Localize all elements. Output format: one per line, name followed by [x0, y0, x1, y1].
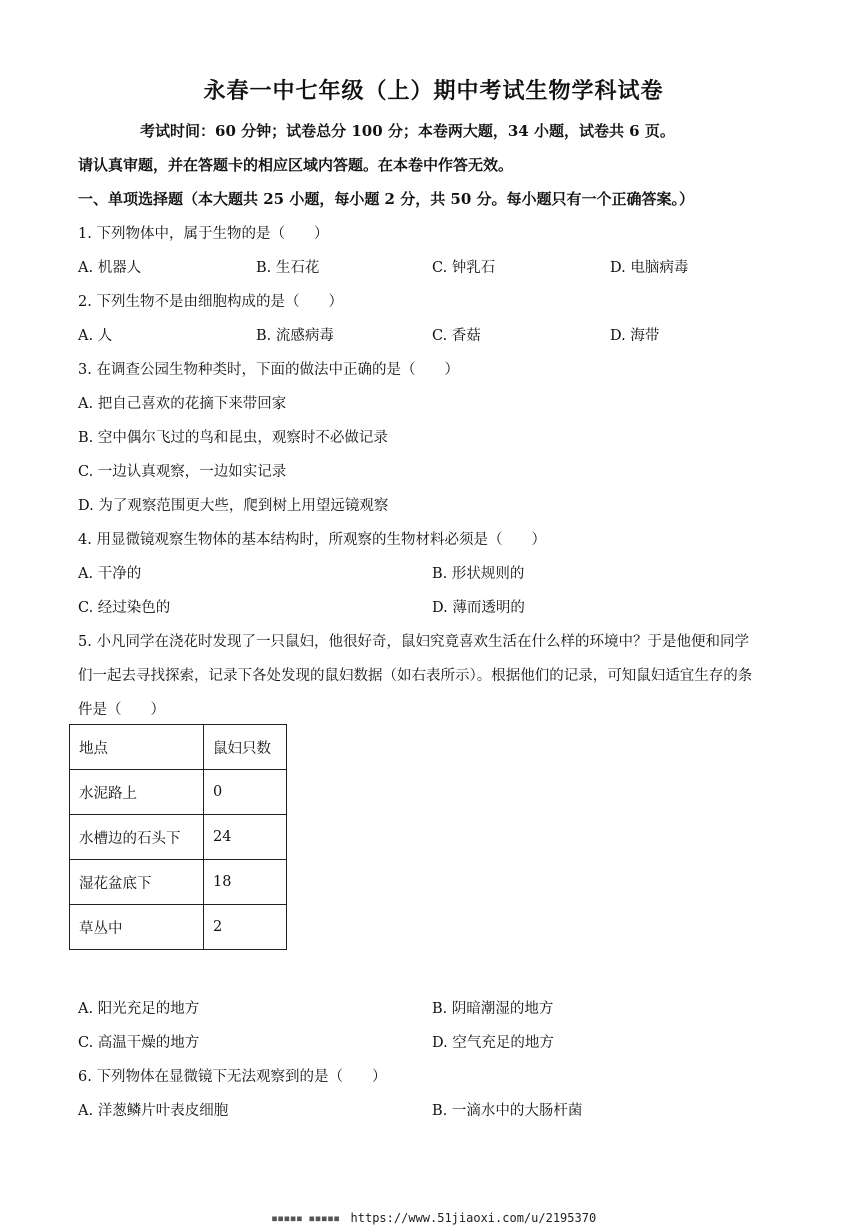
question-stem: 1. 下列物体中，属于生物的是（ ） [78, 226, 329, 242]
page-title: 永春一中七年级（上）期中考试生物学科试卷 [203, 78, 664, 104]
table-header-cell: 鼠妇只数 [204, 725, 287, 770]
footer-url[interactable]: https://www.51jiaoxi.com/u/2195370 [350, 1211, 597, 1225]
question-stem-line: 们一起去寻找探索，记录下各处发现的鼠妇数据（如右表所示）。根据他们的记录，可知鼠妇适宜生存的条 [78, 668, 753, 684]
table-row [70, 905, 287, 950]
table-cell: 24 [204, 815, 287, 860]
option-d: D. 海带 [610, 328, 660, 344]
question-stem: 6. 下列物体在显微镜下无法观察到的是（ ） [78, 1069, 387, 1085]
option-c: C. 香菇 [432, 328, 481, 344]
exam-info: 考试时间：60 分钟；试卷总分 100 分；本卷两大题，34 小题，试卷共 6 页。 [140, 122, 675, 140]
section-heading: 一、单项选择题（本大题共 25 小题，每小题 2 分，共 50 分。每小题只有一个正确答案。） [78, 190, 695, 208]
table-cell: 草丛中 [70, 905, 204, 950]
table-row [70, 770, 287, 815]
option-c: C. 高温干燥的地方 [78, 1035, 200, 1051]
option-d: D. 空气充足的地方 [432, 1035, 554, 1051]
table-cell: 2 [204, 905, 287, 950]
option-a: A. 干净的 [78, 566, 142, 582]
option-b: B. 形状规则的 [432, 566, 525, 582]
option-b: B. 阴暗潮湿的地方 [432, 1001, 554, 1017]
table-row [70, 815, 287, 860]
option-d: D. 薄而透明的 [432, 600, 525, 616]
option-c: C. 经过染色的 [78, 600, 171, 616]
table-cell: 湿花盆底下 [70, 860, 204, 905]
question-stem-line: 5. 小凡同学在浇花时发现了一只鼠妇，他很好奇，鼠妇究竟喜欢生活在什么样的环境中？于是他便和同学 [78, 634, 749, 650]
option-a: A. 阳光充足的地方 [78, 1001, 200, 1017]
option-c: C. 一边认真观察，一边如实记录 [78, 464, 287, 480]
table-row [70, 860, 287, 905]
question-stem-line: 件是（ ） [78, 702, 165, 718]
instruction: 请认真审题，并在答题卡的相应区域内答题。在本卷中作答无效。 [78, 156, 514, 174]
table-cell: 18 [204, 860, 287, 905]
option-a: A. 人 [78, 328, 113, 344]
woodlouse-count-table [69, 724, 287, 950]
table-cell: 0 [204, 770, 287, 815]
option-d: D. 为了观察范围更大些，爬到树上用望远镜观察 [78, 498, 389, 514]
option-a: A. 把自己喜欢的花摘下来带回家 [78, 396, 287, 412]
option-b: B. 生石花 [256, 260, 320, 276]
option-d: D. 电脑病毒 [610, 260, 689, 276]
table-header-cell: 地点 [70, 725, 204, 770]
option-b: B. 一滴水中的大肠杆菌 [432, 1103, 583, 1119]
option-b: B. 流感病毒 [256, 328, 334, 344]
table-cell: 水槽边的石头下 [70, 815, 204, 860]
table-cell: 水泥路上 [70, 770, 204, 815]
question-stem: 2. 下列生物不是由细胞构成的是（ ） [78, 294, 343, 310]
option-a: A. 洋葱鳞片叶表皮细胞 [78, 1103, 229, 1119]
footer-watermark [0, 1211, 867, 1225]
question-stem: 3. 在调查公园生物种类时，下面的做法中正确的是（ ） [78, 362, 459, 378]
option-c: C. 钟乳石 [432, 260, 496, 276]
question-stem: 4. 用显微镜观察生物体的基本结构时，所观察的生物材料必须是（ ） [78, 532, 546, 548]
footer-prefix: ▪▪▪▪▪ ▪▪▪▪▪ [270, 1211, 340, 1225]
option-b: B. 空中偶尔飞过的鸟和昆虫，观察时不必做记录 [78, 430, 388, 446]
table-header-row [70, 725, 287, 770]
option-a: A. 机器人 [78, 260, 142, 276]
